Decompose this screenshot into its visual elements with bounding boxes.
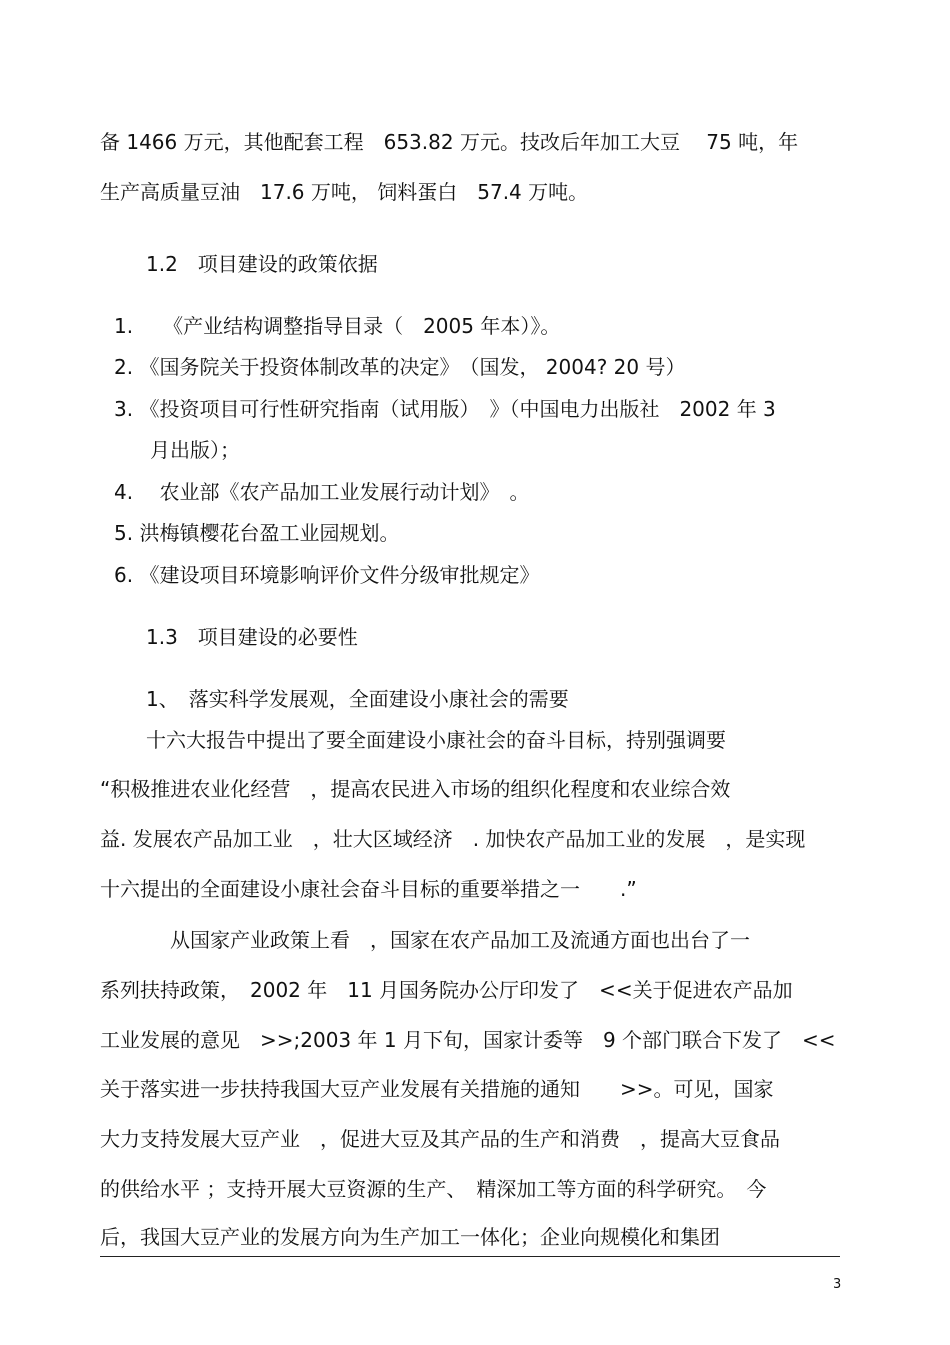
body-text-line: 工业发展的意见 >>;2003 年 1 月下旬，国家计委等 9 个部门联合下发了 << <box>100 1028 836 1052</box>
list-item: 3. 《投资项目可行性研究指南（试用版） 》（中国电力出版社 2002 年 3 <box>114 397 776 421</box>
list-item-continuation: 月出版）； <box>150 438 240 462</box>
body-text-line: 的供给水平 ；支持开展大豆资源的生产、 精深加工等方面的科学研究。 今 <box>100 1177 767 1201</box>
body-text-line: 关于落实进一步扶持我国大豆产业发展有关措施的通知 >>。可见，国家 <box>100 1077 774 1101</box>
body-text-line: 备 1466 万元，其他配套工程 653.82 万元。技改后年加工大豆 75 吨，年 <box>100 130 799 154</box>
footer-rule <box>100 1256 840 1257</box>
body-text-line: 十六大报告中提出了要全面建设小康社会的奋斗目标，持别强调要 <box>146 728 726 752</box>
section-heading: 1.3 项目建设的必要性 <box>146 625 358 649</box>
body-text-line: 十六提出的全面建设小康社会奋斗目标的重要举措之一 .” <box>100 877 637 901</box>
section-heading: 1.2 项目建设的政策依据 <box>146 252 378 276</box>
body-text-line: 生产高质量豆油 17.6 万吨， 饲料蛋白 57.4 万吨。 <box>100 180 589 204</box>
list-item: 2. 《国务院关于投资体制改革的决定》 （国发， 2004? 20 号） <box>114 355 686 379</box>
list-item: 5. 洪梅镇樱花台盈工业园规划。 <box>114 521 400 545</box>
subsection-heading: 1、 落实科学发展观，全面建设小康社会的需要 <box>146 687 569 711</box>
body-text-line: 从国家产业政策上看 ，国家在农产品加工及流通方面也出台了一 <box>170 928 750 952</box>
list-item: 1. 《产业结构调整指导目录（ 2005 年本）》。 <box>114 314 561 338</box>
body-text-line: 后，我国大豆产业的发展方向为生产加工一体化；企业向规模化和集团 <box>100 1225 720 1249</box>
page-number: 3 <box>833 1277 842 1292</box>
body-text-line: 益. 发展农产品加工业 ，壮大区域经济 . 加快农产品加工业的发展 ，是实现 <box>100 827 806 851</box>
body-text-line: “积极推进农业化经营 ，提高农民进入市场的组织化程度和农业综合效 <box>100 777 731 801</box>
list-item: 6. 《建设项目环境影响评价文件分级审批规定》 <box>114 563 540 587</box>
body-text-line: 系列扶持政策， 2002 年 11 月国务院办公厅印发了 <<关于促进农产品加 <box>100 978 793 1002</box>
body-text-line: 大力支持发展大豆产业 ，促进大豆及其产品的生产和消费 ，提高大豆食品 <box>100 1127 780 1151</box>
list-item: 4. 农业部《农产品加工业发展行动计划》 。 <box>114 480 530 504</box>
